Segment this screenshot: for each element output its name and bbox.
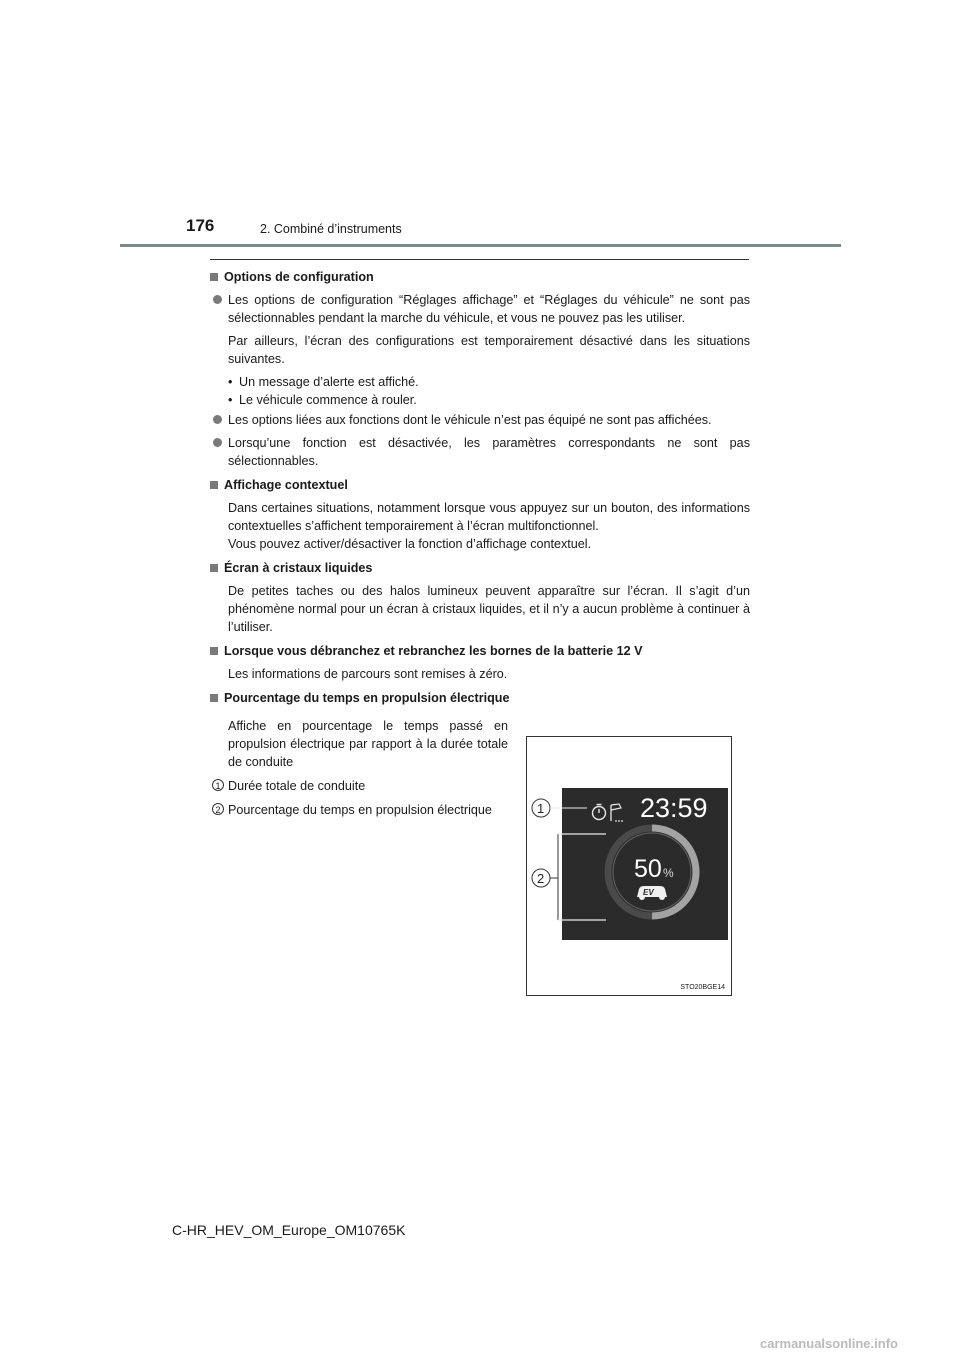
paragraph: De petites taches ou des halos lumineux peuvent apparaître sur l’écran. Il s’agit d’un phénomène normal pour un écran à cristaux liquides, et il n’y a aucun problème à continuer à l’utiliser. — [228, 584, 750, 634]
callout-number: 1 — [212, 779, 224, 791]
circle-bullet-icon — [213, 415, 222, 424]
section-context-display — [210, 476, 750, 553]
page-number: 176 — [186, 216, 215, 235]
paragraph: Vous pouvez activer/désactiver la fonction d’affichage contextuel. — [228, 537, 592, 551]
section-title-text: Écran à cristaux liquides — [224, 561, 373, 575]
chapter-title: 2. Combiné d’instruments — [260, 222, 402, 236]
header-rule — [120, 244, 841, 247]
legend-text: Durée totale de conduite — [228, 779, 366, 793]
bullet-item — [210, 434, 750, 470]
percent-sign: % — [663, 866, 674, 880]
paragraph: Affiche en pourcentage le temps passé en propulsion électrique par rapport à la durée totale de conduite — [228, 719, 508, 769]
square-bullet-icon — [210, 481, 218, 489]
ev-label: EV — [643, 888, 654, 897]
square-bullet-icon — [210, 647, 218, 655]
callout-number: 2 — [212, 803, 224, 815]
sub-item: • Un message d’alerte est affiché. — [210, 373, 750, 391]
legend-text: Pourcentage du temps en propulsion électrique — [228, 803, 492, 817]
figure-drawing — [527, 737, 733, 997]
section-title-text: Lorsque vous débranchez et rebranchez les bornes de la batterie 12 V — [224, 644, 643, 658]
flag-icon — [611, 804, 623, 822]
callout-2-label: 2 — [537, 871, 545, 886]
section-battery — [210, 642, 750, 683]
section-lcd — [210, 559, 750, 636]
watermark: carmanualsonline.info — [760, 1336, 898, 1351]
square-bullet-icon — [210, 564, 218, 572]
paragraph: Dans certaines situations, notamment lorsque vous appuyez sur un bouton, des informations contextuelles s’affichent temporairement à l’écran multifonctionnel. — [228, 501, 750, 533]
bullet-item — [210, 411, 750, 429]
section-title-text: Affichage contextuel — [224, 478, 348, 492]
section-title-text: Pourcentage du temps en propulsion électrique — [224, 691, 510, 705]
section-title-text: Options de configuration — [224, 270, 374, 284]
sub-list — [210, 373, 750, 409]
square-bullet-icon — [210, 694, 218, 702]
bullet-text: Les options liées aux fonctions dont le véhicule n’est pas équipé ne sont pas affichées. — [228, 413, 712, 427]
footer-doc-id: C-HR_HEV_OM_Europe_OM10765K — [172, 1222, 406, 1238]
legend-item — [210, 777, 508, 795]
section-title — [210, 559, 750, 577]
stopwatch-icon — [593, 805, 606, 820]
paragraph: Les informations de parcours sont remises à zéro. — [228, 667, 508, 681]
percent-value: 50 — [634, 855, 662, 883]
section-configuration-options — [210, 268, 750, 470]
circle-bullet-icon — [213, 438, 222, 447]
circle-bullet-icon — [213, 295, 222, 304]
callout-2 — [532, 834, 606, 920]
content-top-rule — [210, 259, 749, 260]
callout-1-label: 1 — [537, 801, 545, 816]
section-title — [210, 689, 750, 707]
bullet-item — [210, 291, 750, 327]
figure — [526, 736, 732, 996]
bullet-text: Les options de configuration “Réglages affichage” et “Réglages du véhicule” ne sont pas sélectionnables pendant la marche du véhicule, et vous ne pouvez pas les utiliser. — [228, 293, 750, 325]
legend-item — [210, 801, 508, 819]
section-title — [210, 642, 750, 660]
callout-1 — [532, 799, 587, 817]
section-title — [210, 268, 750, 286]
square-bullet-icon — [210, 273, 218, 281]
bullet-text: Lorsqu’une fonction est désactivée, les paramètres correspondants ne sont pas sélectionnables. — [228, 436, 750, 468]
ev-car-icon — [637, 886, 667, 900]
time-readout: 23:59 — [640, 793, 708, 823]
section-title — [210, 476, 750, 494]
paragraph: Par ailleurs, l’écran des configurations est temporairement désactivé dans les situations suivantes. — [228, 334, 750, 366]
sub-item: • Le véhicule commence à rouler. — [210, 391, 750, 409]
figure-code: STO20BGE14 — [680, 984, 725, 991]
